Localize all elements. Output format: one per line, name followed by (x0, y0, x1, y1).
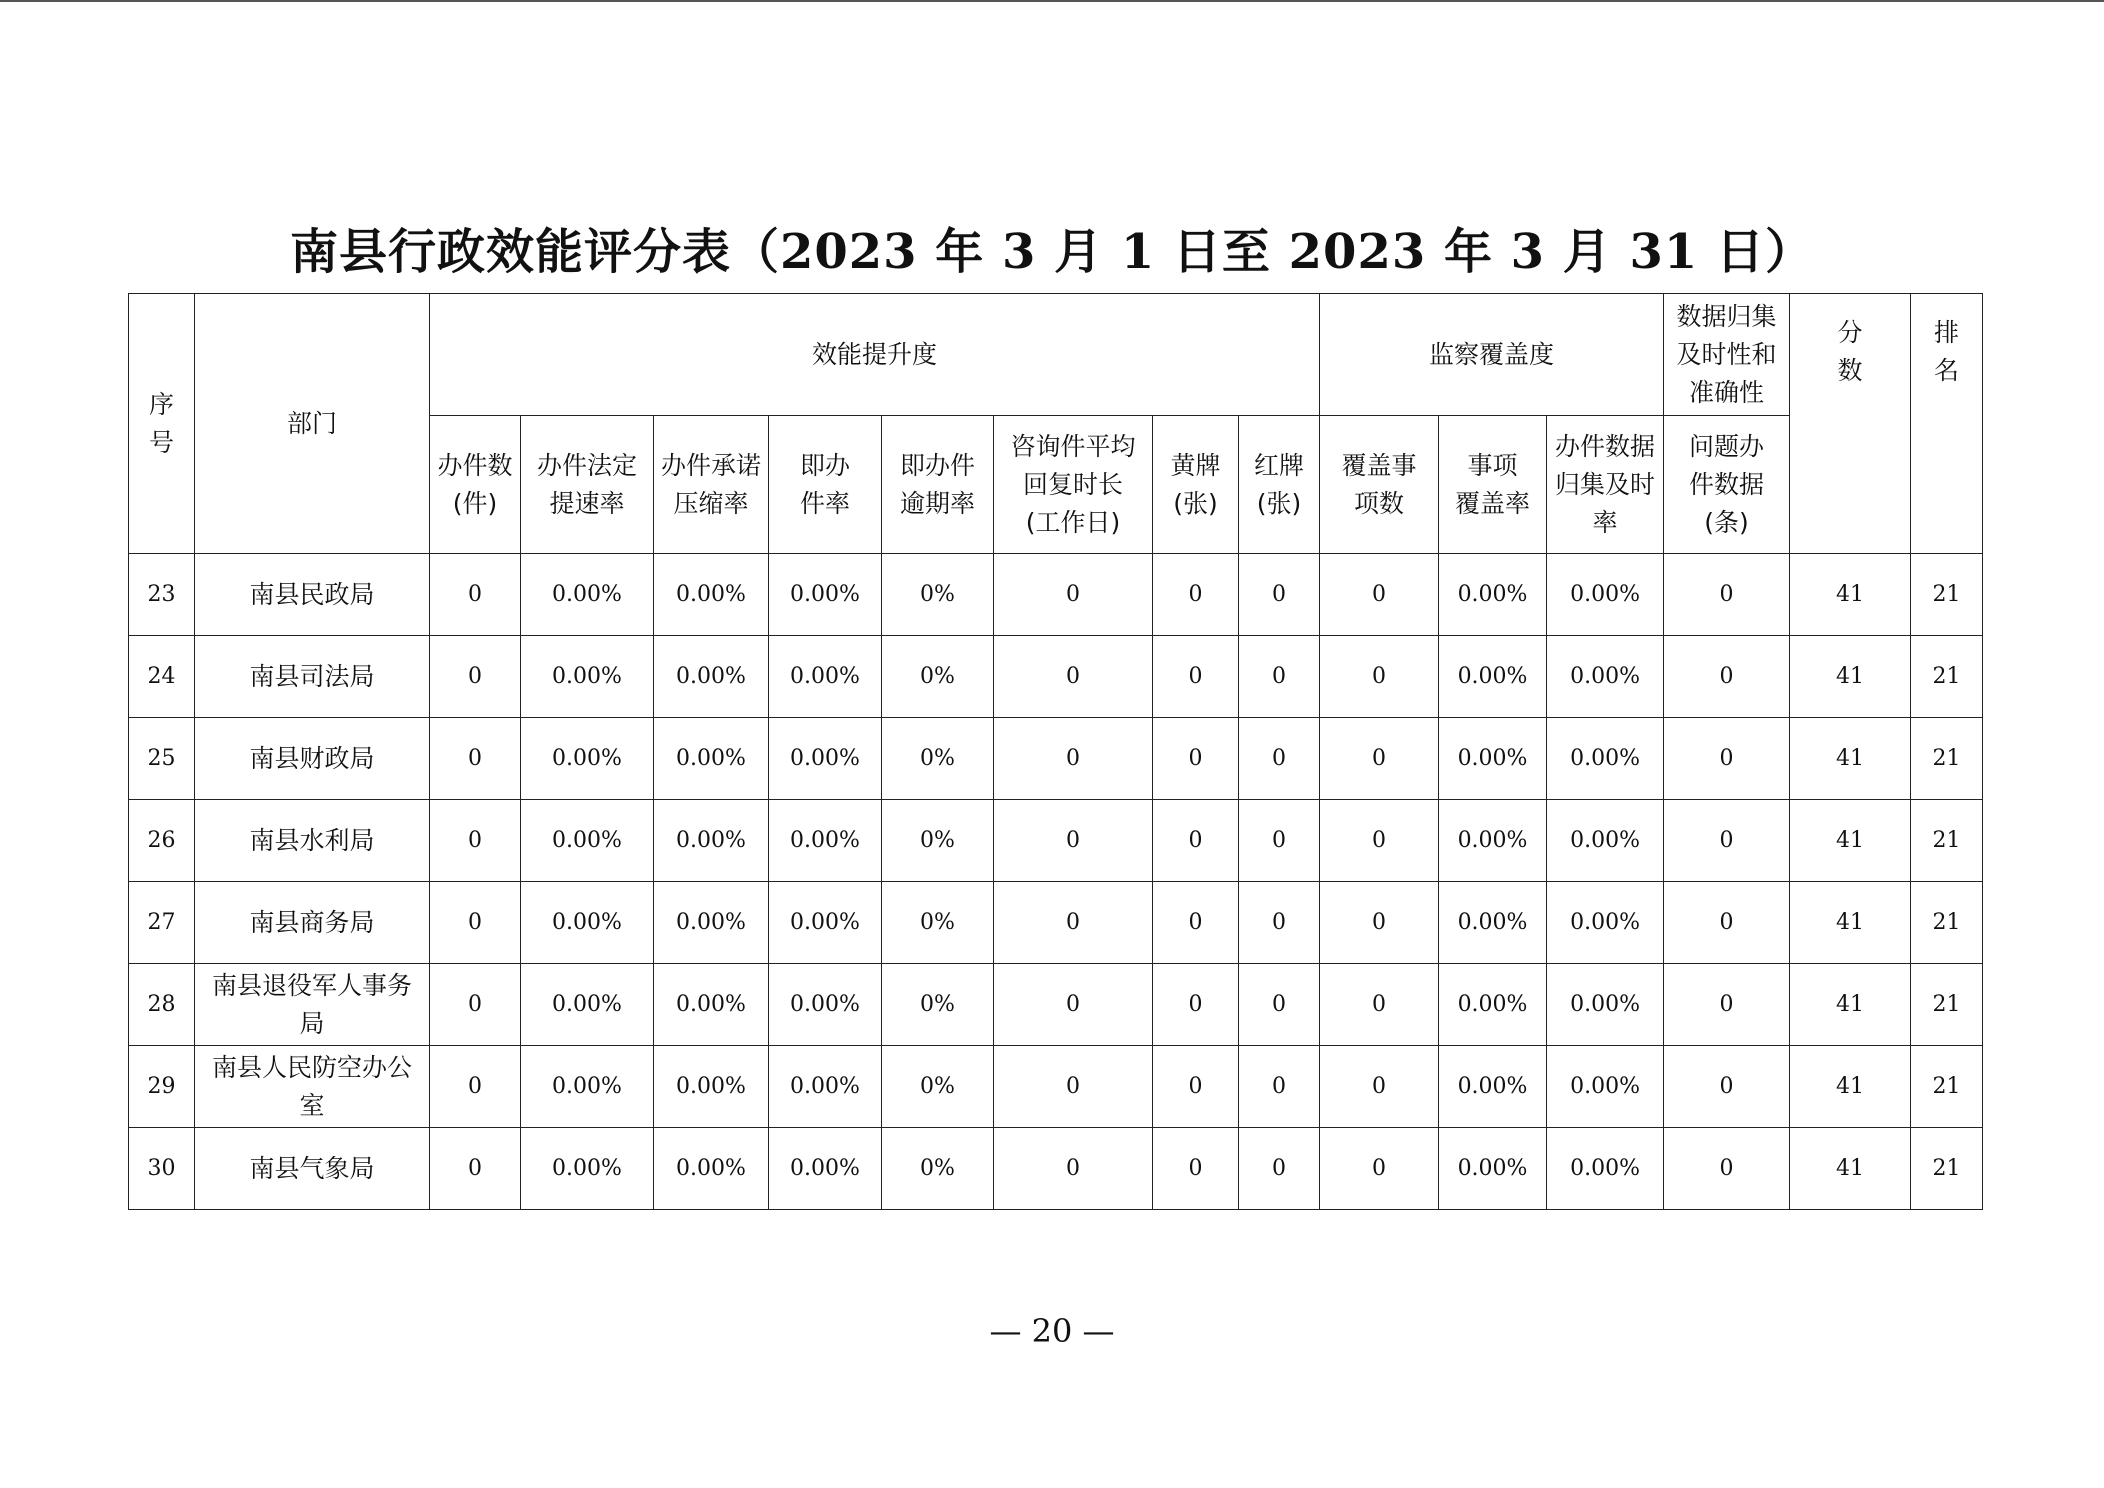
cell-v4: 0.00% (769, 800, 882, 882)
cell-v2: 0.00% (521, 882, 654, 964)
header-rank: 排 名 (1911, 294, 1983, 554)
cell-v1: 0 (430, 882, 521, 964)
cell-v10: 0.00% (1439, 964, 1547, 1046)
cell-v7: 0 (1153, 1128, 1239, 1210)
cell-v12: 0 (1664, 636, 1790, 718)
cell-v8: 0 (1239, 718, 1320, 800)
cell-v5: 0% (882, 718, 994, 800)
cell-rank: 21 (1911, 1046, 1983, 1128)
cell-v9: 0 (1320, 800, 1439, 882)
cell-seq: 24 (129, 636, 195, 718)
cell-v10: 0.00% (1439, 1046, 1547, 1128)
cell-v3: 0.00% (654, 800, 769, 882)
cell-v12: 0 (1664, 964, 1790, 1046)
table-body (129, 554, 1983, 1210)
cell-v11: 0.00% (1547, 882, 1664, 964)
header-red-cards: 红牌 (张) (1239, 416, 1320, 554)
cell-v7: 0 (1153, 800, 1239, 882)
cell-v9: 0 (1320, 964, 1439, 1046)
header-case-count: 办件数 (件) (430, 416, 521, 554)
cell-v11: 0.00% (1547, 800, 1664, 882)
cell-v2: 0.00% (521, 800, 654, 882)
table-row (129, 964, 1983, 1046)
header-instant-overdue-rate: 即办件 逾期率 (882, 416, 994, 554)
cell-rank: 21 (1911, 964, 1983, 1046)
header-group-supervision: 监察覆盖度 (1320, 294, 1664, 416)
cell-v9: 0 (1320, 1046, 1439, 1128)
header-legal-speedup-rate: 办件法定 提速率 (521, 416, 654, 554)
cell-v11: 0.00% (1547, 636, 1664, 718)
cell-v5: 0% (882, 1128, 994, 1210)
header-instant-case-rate: 即办 件率 (769, 416, 882, 554)
cell-v2: 0.00% (521, 718, 654, 800)
cell-v3: 0.00% (654, 636, 769, 718)
cell-v10: 0.00% (1439, 554, 1547, 636)
cell-v8: 0 (1239, 1046, 1320, 1128)
cell-v3: 0.00% (654, 1046, 769, 1128)
cell-v3: 0.00% (654, 882, 769, 964)
cell-score: 41 (1790, 1128, 1911, 1210)
cell-v5: 0% (882, 636, 994, 718)
header-yellow-cards: 黄牌 (张) (1153, 416, 1239, 554)
cell-v2: 0.00% (521, 554, 654, 636)
table-row (129, 1128, 1983, 1210)
cell-v8: 0 (1239, 1128, 1320, 1210)
cell-v5: 0% (882, 882, 994, 964)
table-row (129, 718, 1983, 800)
cell-v7: 0 (1153, 636, 1239, 718)
cell-v4: 0.00% (769, 882, 882, 964)
cell-v5: 0% (882, 1046, 994, 1128)
cell-v3: 0.00% (654, 964, 769, 1046)
cell-v3: 0.00% (654, 554, 769, 636)
cell-rank: 21 (1911, 882, 1983, 964)
cell-dept: 南县水利局 (195, 800, 430, 882)
cell-v7: 0 (1153, 1046, 1239, 1128)
header-covered-items: 覆盖事 项数 (1320, 416, 1439, 554)
cell-score: 41 (1790, 1046, 1911, 1128)
cell-v6: 0 (994, 554, 1153, 636)
cell-score: 41 (1790, 800, 1911, 882)
table-row (129, 882, 1983, 964)
cell-v6: 0 (994, 882, 1153, 964)
cell-v6: 0 (994, 1046, 1153, 1128)
cell-dept: 南县司法局 (195, 636, 430, 718)
cell-v12: 0 (1664, 718, 1790, 800)
cell-v5: 0% (882, 800, 994, 882)
cell-seq: 27 (129, 882, 195, 964)
cell-rank: 21 (1911, 718, 1983, 800)
cell-rank: 21 (1911, 1128, 1983, 1210)
cell-v6: 0 (994, 800, 1153, 882)
page-top-border (0, 0, 2104, 2)
cell-v8: 0 (1239, 964, 1320, 1046)
cell-v5: 0% (882, 554, 994, 636)
cell-v7: 0 (1153, 554, 1239, 636)
page-title: 南县行政效能评分表（2023 年 3 月 1 日至 2023 年 3 月 31 日） (289, 224, 1814, 280)
cell-v2: 0.00% (521, 1046, 654, 1128)
cell-rank: 21 (1911, 800, 1983, 882)
table-row (129, 636, 1983, 718)
cell-v4: 0.00% (769, 554, 882, 636)
page-number: — 20 — (989, 1312, 1115, 1350)
cell-v1: 0 (430, 718, 521, 800)
cell-dept: 南县人民防空办公 室 (195, 1046, 430, 1128)
cell-v4: 0.00% (769, 636, 882, 718)
cell-dept: 南县民政局 (195, 554, 430, 636)
cell-v12: 0 (1664, 554, 1790, 636)
cell-seq: 30 (129, 1128, 195, 1210)
cell-v8: 0 (1239, 800, 1320, 882)
cell-v9: 0 (1320, 636, 1439, 718)
cell-score: 41 (1790, 718, 1911, 800)
cell-v6: 0 (994, 636, 1153, 718)
cell-v11: 0.00% (1547, 554, 1664, 636)
cell-seq: 26 (129, 800, 195, 882)
cell-score: 41 (1790, 964, 1911, 1046)
cell-v10: 0.00% (1439, 636, 1547, 718)
cell-v12: 0 (1664, 1128, 1790, 1210)
cell-score: 41 (1790, 554, 1911, 636)
cell-v1: 0 (430, 800, 521, 882)
cell-v9: 0 (1320, 1128, 1439, 1210)
header-promise-compression-rate: 办件承诺 压缩率 (654, 416, 769, 554)
cell-v4: 0.00% (769, 964, 882, 1046)
cell-dept: 南县退役军人事务 局 (195, 964, 430, 1046)
cell-v1: 0 (430, 636, 521, 718)
cell-v9: 0 (1320, 718, 1439, 800)
cell-v11: 0.00% (1547, 718, 1664, 800)
cell-v1: 0 (430, 1046, 521, 1128)
cell-v12: 0 (1664, 1046, 1790, 1128)
table-row (129, 554, 1983, 636)
cell-v11: 0.00% (1547, 964, 1664, 1046)
cell-v5: 0% (882, 964, 994, 1046)
cell-v8: 0 (1239, 882, 1320, 964)
cell-seq: 25 (129, 718, 195, 800)
cell-score: 41 (1790, 636, 1911, 718)
cell-v2: 0.00% (521, 964, 654, 1046)
cell-v10: 0.00% (1439, 1128, 1547, 1210)
cell-v3: 0.00% (654, 718, 769, 800)
cell-v11: 0.00% (1547, 1046, 1664, 1128)
cell-v9: 0 (1320, 554, 1439, 636)
score-table (128, 293, 1983, 1210)
cell-v10: 0.00% (1439, 882, 1547, 964)
cell-v4: 0.00% (769, 718, 882, 800)
cell-dept: 南县气象局 (195, 1128, 430, 1210)
cell-v4: 0.00% (769, 1128, 882, 1210)
cell-v10: 0.00% (1439, 800, 1547, 882)
cell-v6: 0 (994, 964, 1153, 1046)
cell-rank: 21 (1911, 636, 1983, 718)
cell-rank: 21 (1911, 554, 1983, 636)
cell-v1: 0 (430, 964, 521, 1046)
cell-v9: 0 (1320, 882, 1439, 964)
cell-dept: 南县商务局 (195, 882, 430, 964)
header-data-collection-rate: 办件数据 归集及时 率 (1547, 416, 1664, 554)
cell-seq: 23 (129, 554, 195, 636)
header-data-timeliness: 数据归集 及时性和 准确性 (1664, 294, 1790, 416)
cell-v12: 0 (1664, 800, 1790, 882)
cell-v8: 0 (1239, 636, 1320, 718)
cell-v1: 0 (430, 554, 521, 636)
header-consult-reply-time: 咨询件平均 回复时长 (工作日) (994, 416, 1153, 554)
cell-dept: 南县财政局 (195, 718, 430, 800)
cell-v7: 0 (1153, 718, 1239, 800)
header-problem-cases: 问题办 件数据 (条) (1664, 416, 1790, 554)
table-row (129, 1046, 1983, 1128)
cell-v12: 0 (1664, 882, 1790, 964)
cell-seq: 28 (129, 964, 195, 1046)
cell-seq: 29 (129, 1046, 195, 1128)
cell-v7: 0 (1153, 882, 1239, 964)
cell-v7: 0 (1153, 964, 1239, 1046)
cell-v2: 0.00% (521, 636, 654, 718)
table-row (129, 800, 1983, 882)
cell-v4: 0.00% (769, 1046, 882, 1128)
cell-v11: 0.00% (1547, 1128, 1664, 1210)
cell-v8: 0 (1239, 554, 1320, 636)
cell-v10: 0.00% (1439, 718, 1547, 800)
header-coverage-rate: 事项 覆盖率 (1439, 416, 1547, 554)
header-dept: 部门 (195, 294, 430, 554)
header-score: 分 数 (1790, 294, 1911, 554)
header-row-groups (129, 294, 1983, 416)
cell-score: 41 (1790, 882, 1911, 964)
header-group-efficiency: 效能提升度 (430, 294, 1320, 416)
cell-v2: 0.00% (521, 1128, 654, 1210)
cell-v1: 0 (430, 1128, 521, 1210)
cell-v6: 0 (994, 718, 1153, 800)
cell-v3: 0.00% (654, 1128, 769, 1210)
cell-v6: 0 (994, 1128, 1153, 1210)
header-seq: 序 号 (129, 294, 195, 554)
